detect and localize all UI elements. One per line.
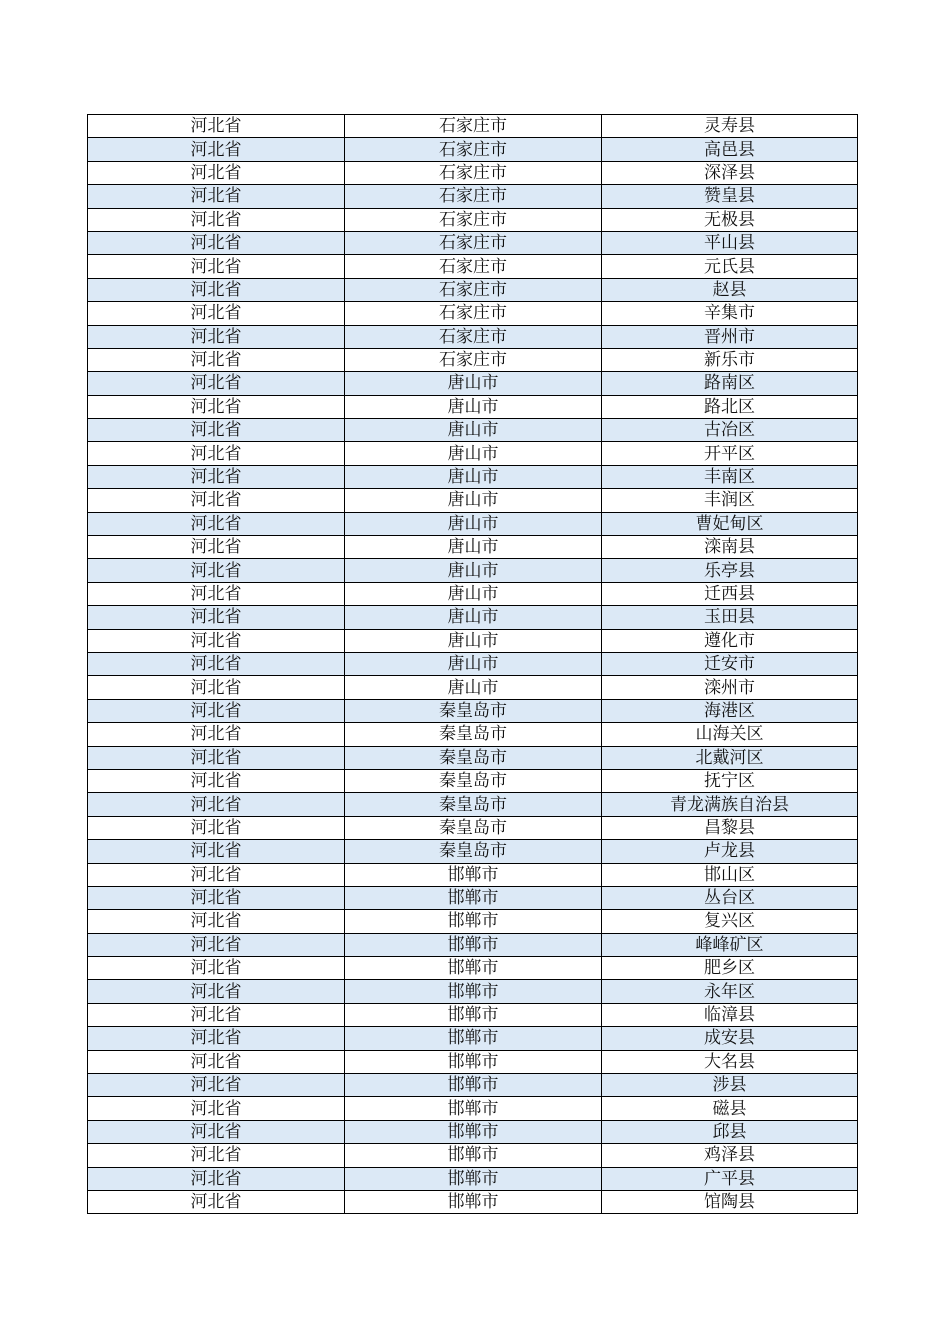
province-cell: 河北省: [88, 840, 345, 863]
city-cell: 邯郸市: [345, 910, 602, 933]
table-row: [88, 652, 858, 675]
county-cell: 古冶区: [602, 419, 858, 442]
city-cell: 唐山市: [345, 606, 602, 629]
table-row: [88, 816, 858, 839]
city-cell: 唐山市: [345, 512, 602, 535]
province-cell: 河北省: [88, 582, 345, 605]
table-row: [88, 161, 858, 184]
county-cell: 迁安市: [602, 652, 858, 675]
table-row: [88, 278, 858, 301]
province-cell: 河北省: [88, 489, 345, 512]
county-cell: 乐亭县: [602, 559, 858, 582]
province-cell: 河北省: [88, 816, 345, 839]
table-row: [88, 980, 858, 1003]
county-cell: 新乐市: [602, 348, 858, 371]
county-cell: 鸡泽县: [602, 1144, 858, 1167]
county-cell: 赵县: [602, 278, 858, 301]
city-cell: 唐山市: [345, 419, 602, 442]
city-cell: 邯郸市: [345, 1003, 602, 1026]
table-row: [88, 489, 858, 512]
county-cell: 峰峰矿区: [602, 933, 858, 956]
county-cell: 涉县: [602, 1074, 858, 1097]
county-cell: 滦州市: [602, 676, 858, 699]
table-row: [88, 1050, 858, 1073]
province-cell: 河北省: [88, 255, 345, 278]
city-cell: 唐山市: [345, 582, 602, 605]
county-cell: 复兴区: [602, 910, 858, 933]
city-cell: 邯郸市: [345, 1027, 602, 1050]
county-cell: 玉田县: [602, 606, 858, 629]
region-table-sheet: [87, 114, 857, 1214]
province-cell: 河北省: [88, 372, 345, 395]
table-row: [88, 419, 858, 442]
province-cell: 河北省: [88, 208, 345, 231]
city-cell: 邯郸市: [345, 1167, 602, 1190]
province-cell: 河北省: [88, 1003, 345, 1026]
table-row: [88, 559, 858, 582]
county-cell: 海港区: [602, 699, 858, 722]
county-cell: 临漳县: [602, 1003, 858, 1026]
table-row: [88, 1097, 858, 1120]
county-cell: 平山县: [602, 231, 858, 254]
city-cell: 石家庄市: [345, 278, 602, 301]
county-cell: 丰润区: [602, 489, 858, 512]
table-row: [88, 465, 858, 488]
county-cell: 山海关区: [602, 723, 858, 746]
province-cell: 河北省: [88, 863, 345, 886]
province-cell: 河北省: [88, 629, 345, 652]
table-row: [88, 512, 858, 535]
city-cell: 石家庄市: [345, 302, 602, 325]
table-row: [88, 582, 858, 605]
city-cell: 唐山市: [345, 442, 602, 465]
table-row: [88, 348, 858, 371]
table-row: [88, 208, 858, 231]
province-cell: 河北省: [88, 161, 345, 184]
county-cell: 广平县: [602, 1167, 858, 1190]
table-row: [88, 793, 858, 816]
county-cell: 灵寿县: [602, 115, 858, 138]
city-cell: 唐山市: [345, 536, 602, 559]
city-cell: 石家庄市: [345, 161, 602, 184]
city-cell: 石家庄市: [345, 231, 602, 254]
province-cell: 河北省: [88, 746, 345, 769]
province-cell: 河北省: [88, 419, 345, 442]
province-cell: 河北省: [88, 769, 345, 792]
table-row: [88, 933, 858, 956]
county-cell: 路南区: [602, 372, 858, 395]
province-cell: 河北省: [88, 1097, 345, 1120]
city-cell: 石家庄市: [345, 138, 602, 161]
city-cell: 唐山市: [345, 465, 602, 488]
city-cell: 秦皇岛市: [345, 816, 602, 839]
region-table-body: [88, 115, 858, 1214]
county-cell: 开平区: [602, 442, 858, 465]
table-row: [88, 769, 858, 792]
city-cell: 邯郸市: [345, 1120, 602, 1143]
table-row: [88, 1003, 858, 1026]
province-cell: 河北省: [88, 676, 345, 699]
city-cell: 邯郸市: [345, 1190, 602, 1213]
table-row: [88, 957, 858, 980]
city-cell: 唐山市: [345, 372, 602, 395]
table-row: [88, 629, 858, 652]
province-cell: 河北省: [88, 910, 345, 933]
table-row: [88, 231, 858, 254]
county-cell: 磁县: [602, 1097, 858, 1120]
province-cell: 河北省: [88, 231, 345, 254]
city-cell: 秦皇岛市: [345, 793, 602, 816]
table-row: [88, 255, 858, 278]
province-cell: 河北省: [88, 512, 345, 535]
county-cell: 高邑县: [602, 138, 858, 161]
county-cell: 肥乡区: [602, 957, 858, 980]
region-table: [87, 114, 858, 1214]
county-cell: 大名县: [602, 1050, 858, 1073]
county-cell: 邯山区: [602, 863, 858, 886]
city-cell: 唐山市: [345, 629, 602, 652]
city-cell: 石家庄市: [345, 115, 602, 138]
county-cell: 曹妃甸区: [602, 512, 858, 535]
province-cell: 河北省: [88, 723, 345, 746]
table-row: [88, 115, 858, 138]
province-cell: 河北省: [88, 185, 345, 208]
city-cell: 秦皇岛市: [345, 723, 602, 746]
table-row: [88, 863, 858, 886]
province-cell: 河北省: [88, 115, 345, 138]
city-cell: 石家庄市: [345, 255, 602, 278]
county-cell: 丰南区: [602, 465, 858, 488]
county-cell: 赞皇县: [602, 185, 858, 208]
county-cell: 无极县: [602, 208, 858, 231]
county-cell: 路北区: [602, 395, 858, 418]
table-row: [88, 1074, 858, 1097]
county-cell: 滦南县: [602, 536, 858, 559]
table-row: [88, 1167, 858, 1190]
province-cell: 河北省: [88, 536, 345, 559]
county-cell: 晋州市: [602, 325, 858, 348]
city-cell: 邯郸市: [345, 933, 602, 956]
table-row: [88, 910, 858, 933]
table-row: [88, 676, 858, 699]
city-cell: 邯郸市: [345, 1097, 602, 1120]
table-row: [88, 1027, 858, 1050]
province-cell: 河北省: [88, 1074, 345, 1097]
city-cell: 邯郸市: [345, 980, 602, 1003]
county-cell: 卢龙县: [602, 840, 858, 863]
city-cell: 邯郸市: [345, 957, 602, 980]
province-cell: 河北省: [88, 652, 345, 675]
city-cell: 唐山市: [345, 676, 602, 699]
city-cell: 唐山市: [345, 395, 602, 418]
county-cell: 昌黎县: [602, 816, 858, 839]
city-cell: 石家庄市: [345, 348, 602, 371]
county-cell: 永年区: [602, 980, 858, 1003]
province-cell: 河北省: [88, 1167, 345, 1190]
province-cell: 河北省: [88, 465, 345, 488]
province-cell: 河北省: [88, 1120, 345, 1143]
county-cell: 元氏县: [602, 255, 858, 278]
county-cell: 深泽县: [602, 161, 858, 184]
table-row: [88, 1144, 858, 1167]
county-cell: 馆陶县: [602, 1190, 858, 1213]
city-cell: 唐山市: [345, 652, 602, 675]
table-row: [88, 723, 858, 746]
city-cell: 邯郸市: [345, 1144, 602, 1167]
city-cell: 石家庄市: [345, 185, 602, 208]
table-row: [88, 442, 858, 465]
table-row: [88, 840, 858, 863]
province-cell: 河北省: [88, 1144, 345, 1167]
table-row: [88, 1190, 858, 1213]
table-row: [88, 536, 858, 559]
city-cell: 唐山市: [345, 489, 602, 512]
county-cell: 青龙满族自治县: [602, 793, 858, 816]
city-cell: 石家庄市: [345, 325, 602, 348]
province-cell: 河北省: [88, 138, 345, 161]
table-row: [88, 886, 858, 909]
city-cell: 邯郸市: [345, 886, 602, 909]
city-cell: 唐山市: [345, 559, 602, 582]
county-cell: 遵化市: [602, 629, 858, 652]
county-cell: 辛集市: [602, 302, 858, 325]
table-row: [88, 395, 858, 418]
table-row: [88, 302, 858, 325]
table-row: [88, 185, 858, 208]
city-cell: 邯郸市: [345, 863, 602, 886]
table-row: [88, 372, 858, 395]
city-cell: 邯郸市: [345, 1050, 602, 1073]
city-cell: 秦皇岛市: [345, 746, 602, 769]
province-cell: 河北省: [88, 442, 345, 465]
province-cell: 河北省: [88, 348, 345, 371]
county-cell: 成安县: [602, 1027, 858, 1050]
county-cell: 丛台区: [602, 886, 858, 909]
province-cell: 河北省: [88, 980, 345, 1003]
table-row: [88, 606, 858, 629]
county-cell: 北戴河区: [602, 746, 858, 769]
table-row: [88, 746, 858, 769]
county-cell: 邱县: [602, 1120, 858, 1143]
province-cell: 河北省: [88, 1190, 345, 1213]
province-cell: 河北省: [88, 1027, 345, 1050]
province-cell: 河北省: [88, 933, 345, 956]
province-cell: 河北省: [88, 699, 345, 722]
province-cell: 河北省: [88, 278, 345, 301]
province-cell: 河北省: [88, 559, 345, 582]
province-cell: 河北省: [88, 606, 345, 629]
city-cell: 秦皇岛市: [345, 699, 602, 722]
province-cell: 河北省: [88, 957, 345, 980]
county-cell: 迁西县: [602, 582, 858, 605]
city-cell: 邯郸市: [345, 1074, 602, 1097]
table-row: [88, 699, 858, 722]
province-cell: 河北省: [88, 395, 345, 418]
province-cell: 河北省: [88, 793, 345, 816]
city-cell: 秦皇岛市: [345, 840, 602, 863]
province-cell: 河北省: [88, 1050, 345, 1073]
province-cell: 河北省: [88, 302, 345, 325]
province-cell: 河北省: [88, 886, 345, 909]
county-cell: 抚宁区: [602, 769, 858, 792]
province-cell: 河北省: [88, 325, 345, 348]
city-cell: 秦皇岛市: [345, 769, 602, 792]
table-row: [88, 1120, 858, 1143]
city-cell: 石家庄市: [345, 208, 602, 231]
table-row: [88, 325, 858, 348]
table-row: [88, 138, 858, 161]
